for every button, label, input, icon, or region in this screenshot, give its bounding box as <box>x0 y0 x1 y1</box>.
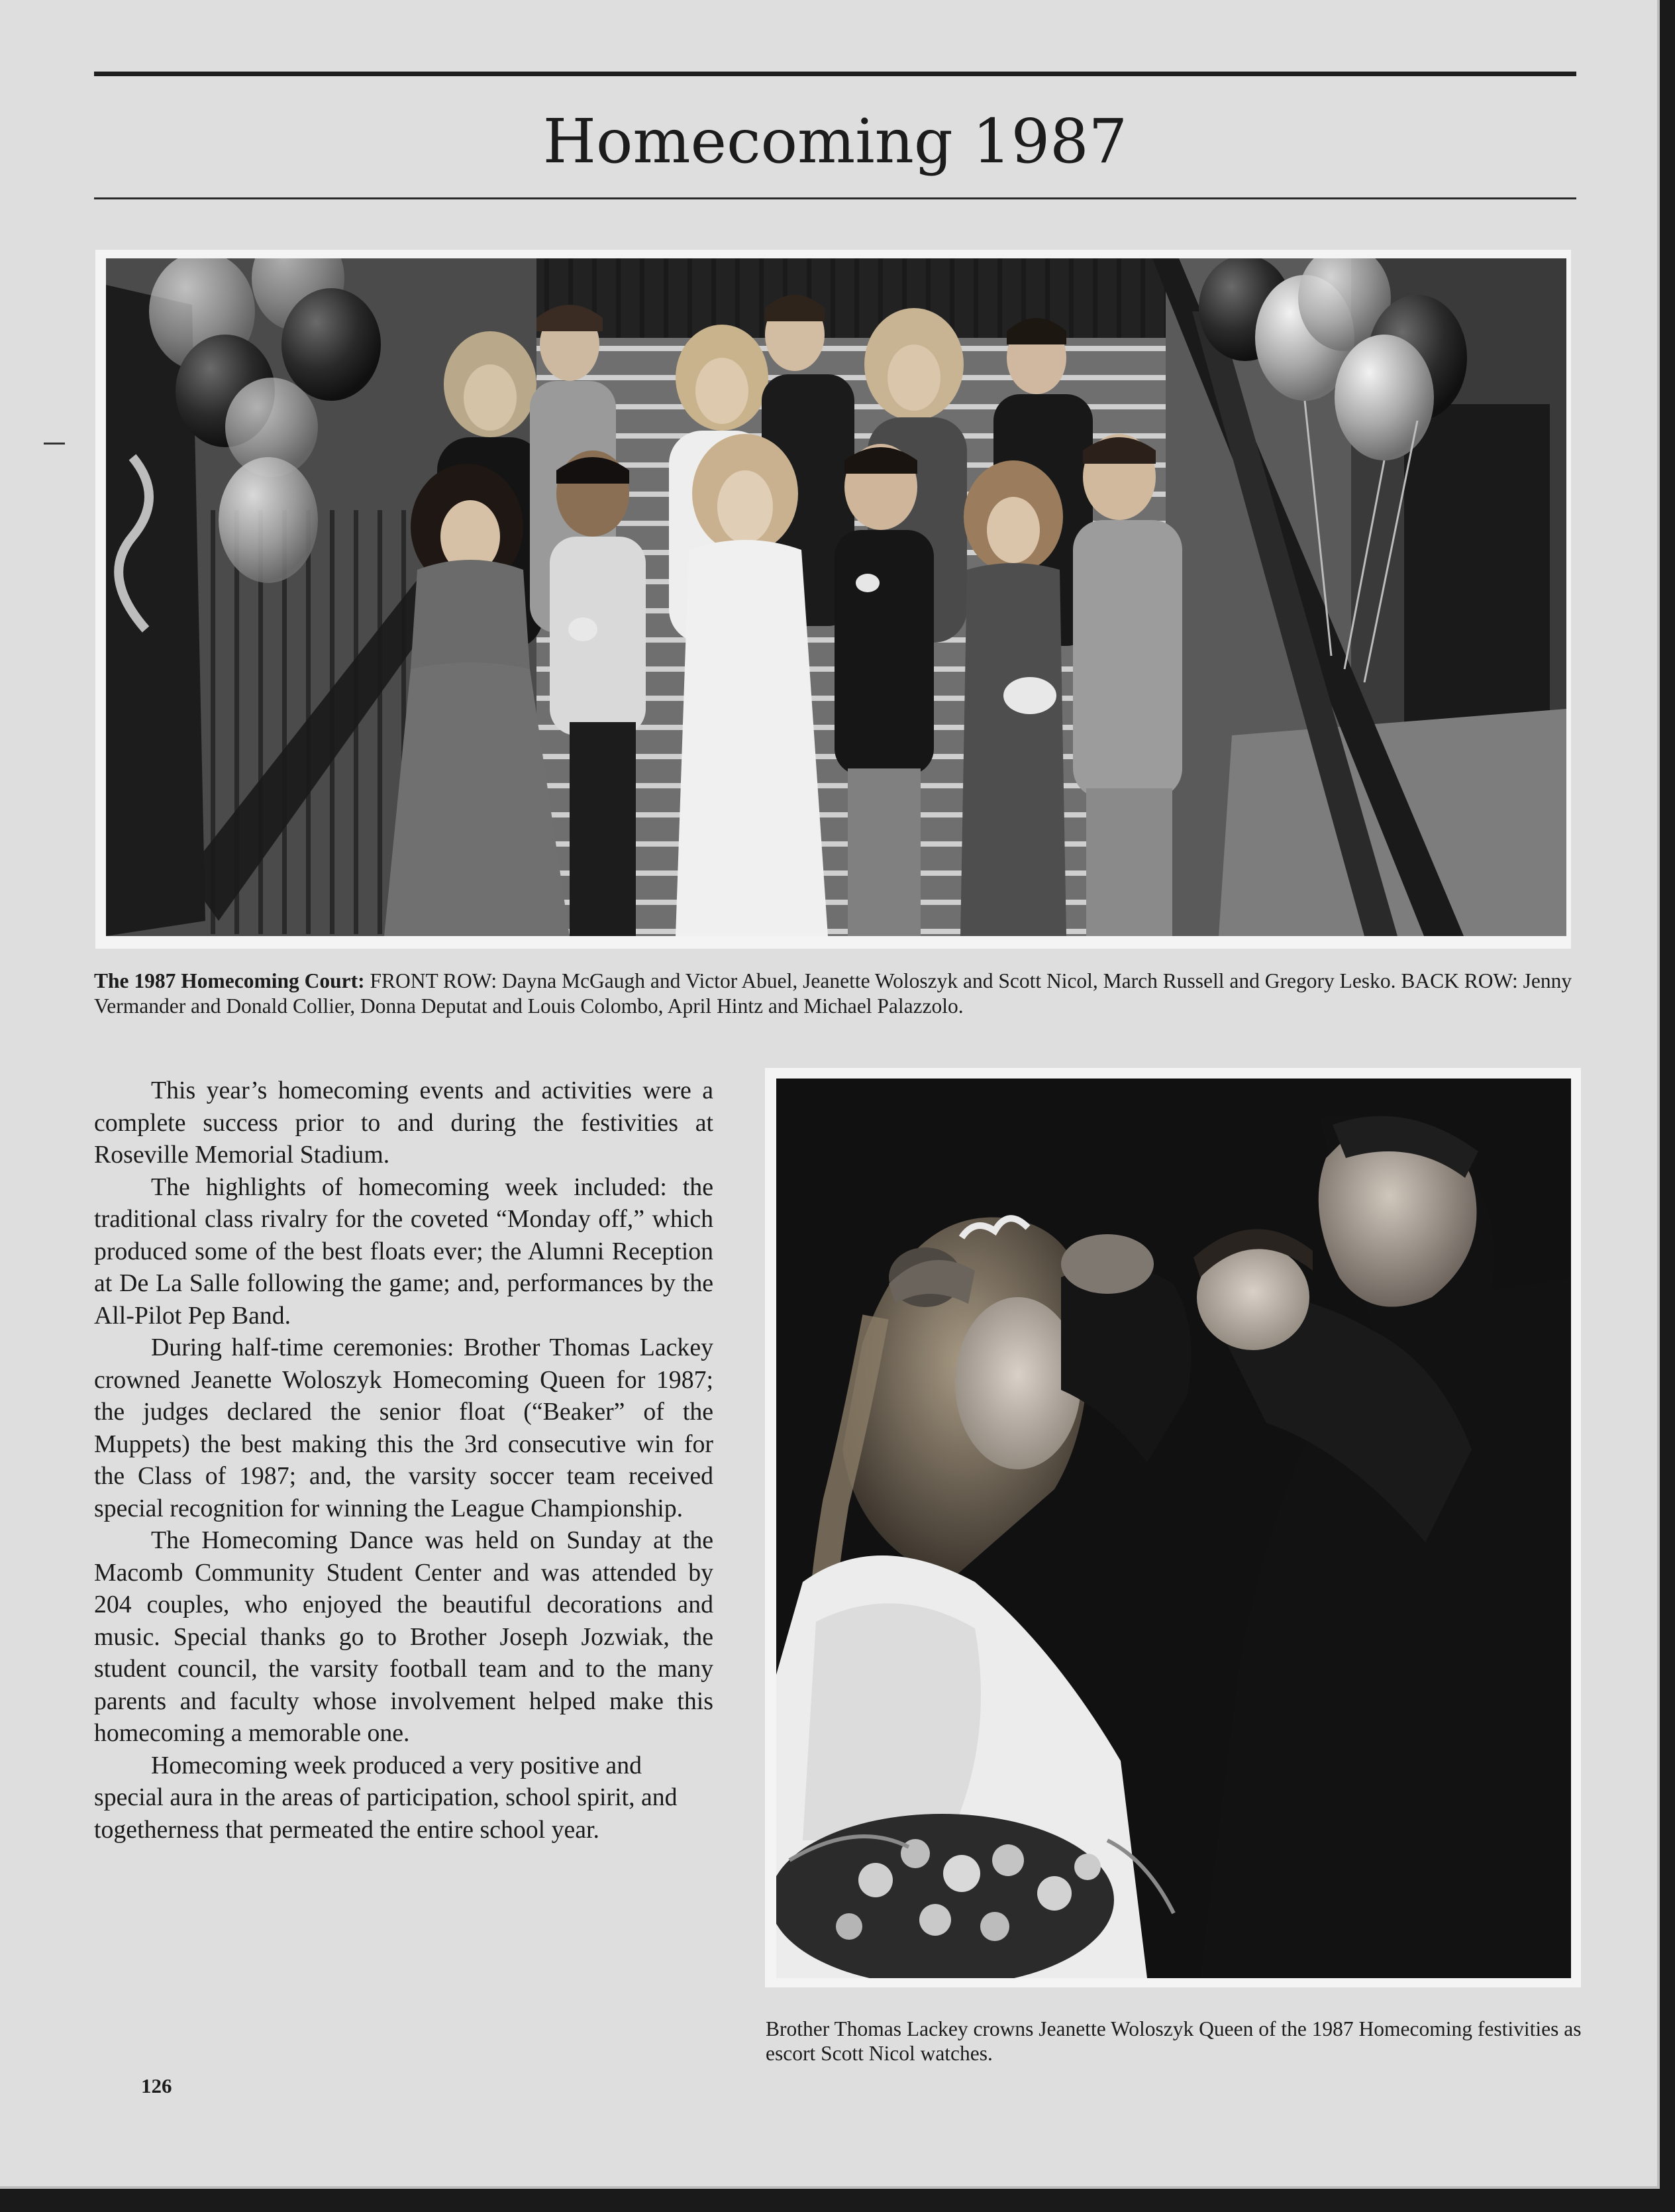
page-title: Homecoming 1987 <box>542 106 1128 177</box>
article-paragraph: This year’s homecoming events and activities were a complete success prior to and during the festivities at Roseville Memorial Stadium. <box>94 1077 713 1169</box>
article-paragraph: The Homecoming Dance was held on Sunday at the Macomb Community Student Center and was attended by 204 couples, who enjoyed the beautiful decorations and music. Special thanks go to Brother Joseph Jozwiak, the student council, the varsity football team and to the many parents and faculty whose involvement helped make this homecoming a memorable one. <box>94 1526 713 1747</box>
court-photo-caption <box>94 969 1581 1019</box>
court-caption-text: FRONT ROW: Dayna McGaugh and Victor Abuel, Jeanette Woloszyk and Scott Nicol, March Russell and Gregory Lesko. BACK ROW: Jenny Vermander and Donald Collier, Donna Deputat and Louis Colombo, April Hintz and Michael Palazzolo. <box>94 969 1572 1018</box>
article-paragraph: Homecoming week produced a very positive and special aura in the areas of participation, school spirit, and togetherness that permeated the entire school year. <box>94 1751 678 1844</box>
header-rule-bottom <box>94 197 1576 199</box>
header-rule-top <box>94 72 1576 76</box>
page-number: 126 <box>141 2074 172 2097</box>
article-body <box>94 1075 713 1846</box>
article-paragraph: During half-time ceremonies: Brother Thomas Lackey crowned Jeanette Woloszyk Homecoming Queen for 1987; the judges declared the senior float (“Beaker” of the Muppets) the best making this the 3rd consecutive win for the Class of 1987; and, the varsity soccer team received special recognition for winning the League Championship. <box>94 1334 713 1522</box>
crowning-photo <box>776 1079 1571 1978</box>
article-paragraph: The highlights of homecoming week included: the traditional class rivalry for the coveted “Monday off,” which produced some of the best floats ever; the Alumni Reception at De La Salle following the game; and, performances by the All-Pilot Pep Band. <box>94 1173 713 1330</box>
court-photo <box>106 258 1566 936</box>
court-caption-label: The 1987 Homecoming Court: <box>94 969 365 992</box>
crowning-photo-caption: Brother Thomas Lackey crowns Jeanette Woloszyk Queen of the 1987 Homecoming festivities as escort Scott Nicol watches. <box>766 2017 1582 2065</box>
scan-mark <box>44 443 65 445</box>
